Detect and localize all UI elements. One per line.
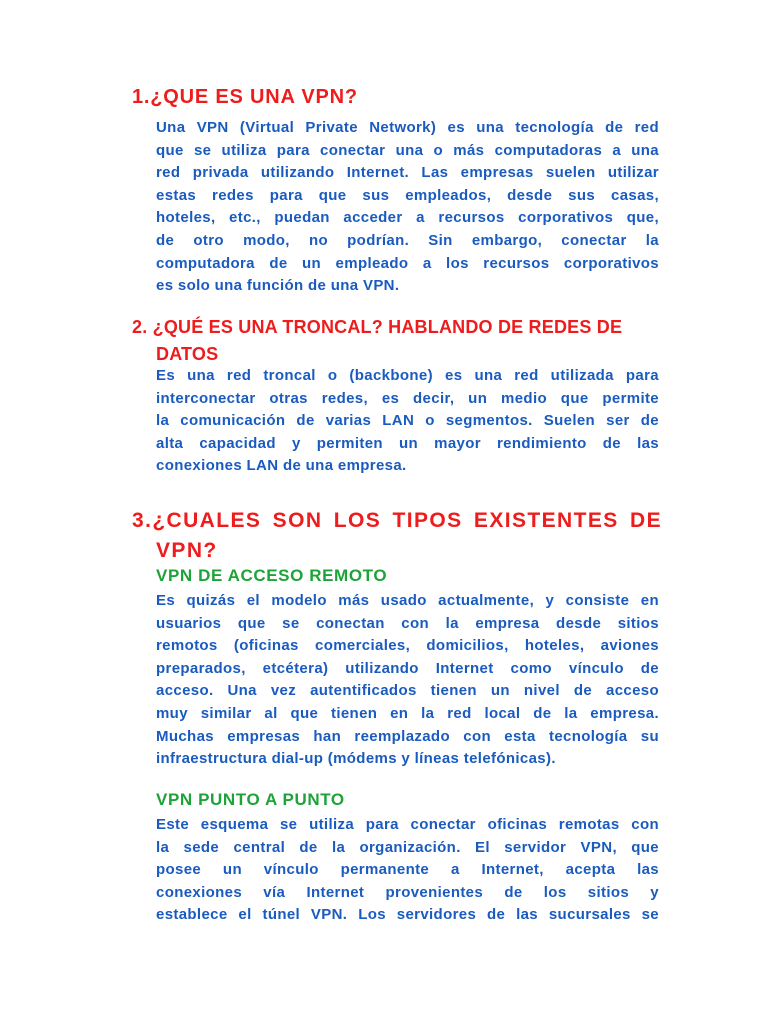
paragraph-line: la sede central de la organización. El servidor VPN, que xyxy=(156,838,659,856)
paragraph-line: acceso. Una vez autentificados tienen un nivel de acceso xyxy=(156,682,659,700)
section-1-heading xyxy=(132,86,358,109)
paragraph-line: infraestructura dial-up (módems y líneas telefónicas). xyxy=(156,750,556,768)
paragraph-line: de otro modo, no podrían. Sin embargo, conectar la xyxy=(156,231,659,249)
paragraph-line: computadora de un empleado a los recursos corporativos xyxy=(156,254,659,272)
section-1-paragraph xyxy=(156,117,659,298)
paragraph-line: remotos (oficinas comerciales, domicilios, hoteles, aviones xyxy=(156,637,659,655)
paragraph-line: hoteles, etc., puedan acceder a recursos corporativos que, xyxy=(156,209,659,227)
section-2-heading xyxy=(132,314,662,368)
section-1-title: ¿QUE ES UNA VPN? xyxy=(150,86,358,108)
subsection-remote-access-paragraph xyxy=(156,590,659,771)
paragraph-line: estas redes para que sus empleados, desde sus casas, xyxy=(156,186,659,204)
paragraph-line: que se utiliza para conectar una o más computadoras a una xyxy=(156,141,659,159)
section-3-title-line-1: ¿CUALES SON LOS TIPOS EXISTENTES DE xyxy=(152,509,662,532)
paragraph-line: la comunicación de varias LAN o segmentos. Suelen ser de xyxy=(156,412,659,430)
subsection-point-to-point-title: VPN PUNTO A PUNTO xyxy=(156,790,345,809)
paragraph-line: es solo una función de una VPN. xyxy=(156,277,400,295)
paragraph-line: Este esquema se utiliza para conectar oficinas remotas con xyxy=(156,816,659,833)
section-3-title-line-2: VPN? xyxy=(156,539,218,562)
paragraph-line: Una VPN (Virtual Private Network) es una tecnología de red xyxy=(156,119,659,136)
paragraph-line: establece el túnel VPN. Los servidores de las sucursales se xyxy=(156,906,659,924)
paragraph-line: conexiones LAN de una empresa. xyxy=(156,457,407,475)
paragraph-line: alta capacidad y permiten un mayor rendimiento de las xyxy=(156,434,659,452)
paragraph-line: preparados, etcétera) utilizando Internet como vínculo de xyxy=(156,659,659,677)
paragraph-line: posee un vínculo permanente a Internet, acepta las xyxy=(156,861,659,879)
paragraph-line: usuarios que se conectan con la empresa desde sitios xyxy=(156,614,659,632)
section-2-paragraph xyxy=(156,365,659,478)
paragraph-line: interconectar otras redes, es decir, un medio que permite xyxy=(156,389,659,407)
section-3-number: 3. xyxy=(132,509,153,532)
subsection-point-to-point-paragraph xyxy=(156,814,659,927)
section-2-title-line-2: DATOS xyxy=(156,344,219,364)
section-1-number: 1. xyxy=(132,86,151,108)
paragraph-line: conexiones vía Internet provenientes de los sitios y xyxy=(156,883,659,901)
section-3-heading xyxy=(132,506,662,566)
paragraph-line: Es quizás el modelo más usado actualmente, y consiste en xyxy=(156,592,659,609)
subsection-remote-access-title: VPN DE ACCESO REMOTO xyxy=(156,566,388,585)
paragraph-line: Muchas empresas han reemplazado con esta tecnología su xyxy=(156,727,659,745)
paragraph-line: muy similar al que tienen en la red local de la empresa. xyxy=(156,704,659,722)
section-2-title-line-1: ¿QUÉ ES UNA TRONCAL? HABLANDO DE REDES DE xyxy=(152,317,623,337)
section-2-number: 2. xyxy=(132,317,148,337)
paragraph-line: Es una red troncal o (backbone) es una red utilizada para xyxy=(156,367,659,384)
paragraph-line: red privada utilizando Internet. Las empresas suelen utilizar xyxy=(156,164,659,182)
section-3-title-line-1-wrap xyxy=(132,506,662,536)
